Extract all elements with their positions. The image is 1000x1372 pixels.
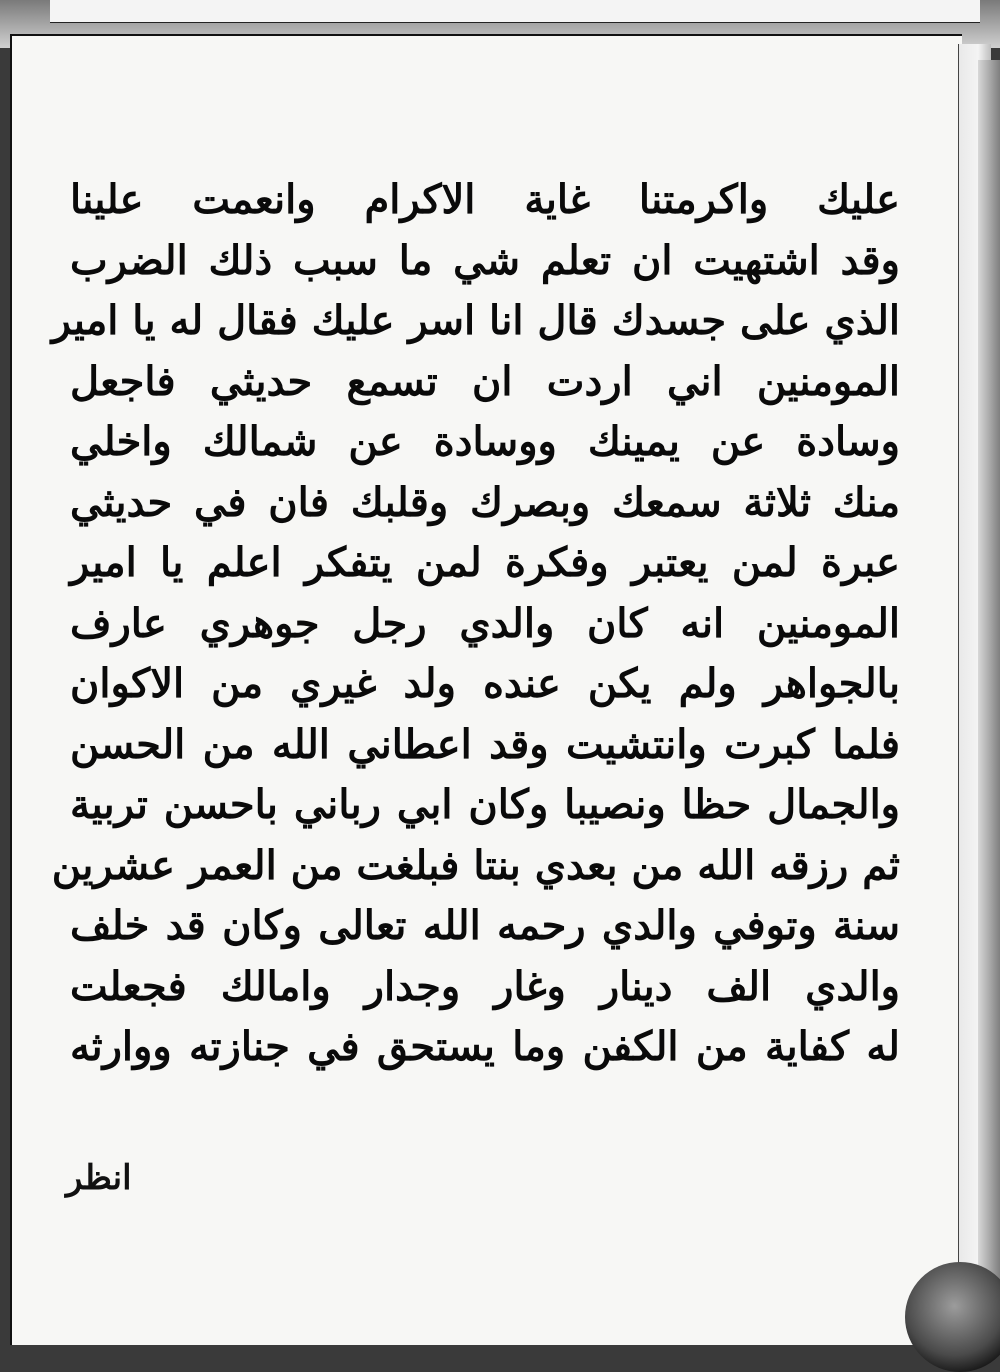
text-line: منك ثلاثة سمعك وبصرك وقلبك فان في حديثي	[70, 478, 900, 526]
text-line: المومنين انه كان والدي رجل جوهري عارف	[70, 599, 900, 647]
manuscript-text	[51, 170, 900, 1078]
text-line: فلما كبرت وانتشيت وقد اعطاني الله من الحسن	[70, 720, 900, 768]
page-stack-shadow	[978, 60, 1000, 1343]
catchword: انظر	[66, 1158, 132, 1198]
text-line: له كفاية من الكفن وما يستحق في جنازته ووارثه	[70, 1023, 900, 1070]
text-line: عليك واكرمتنا غاية الاكرام وانعمت علينا	[70, 176, 900, 223]
previous-page-edge	[50, 0, 980, 23]
text-line: والجمال حظا ونصيبا وكان ابي رباني باحسن تربية	[70, 781, 900, 828]
text-line: سنة وتوفي والدي رحمه الله تعالى وكان قد خلف	[70, 902, 900, 949]
text-line: بالجواهر ولم يكن عنده ولد غيري من الاكوان	[70, 660, 900, 707]
text-line: الذي على جسدك قال انا اسر عليك فقال له يا امير	[51, 297, 900, 344]
text-line: ثم رزقه الله من بعدي بنتا فبلغت من العمر عشرين	[51, 841, 900, 889]
text-line: عبرة لمن يعتبر وفكرة لمن يتفكر اعلم يا امير	[70, 539, 900, 586]
text-line: المومنين اني اردت ان تسمع حديثي فاجعل	[70, 357, 900, 405]
text-line: والدي الف دينار وغار وجدار وامالك فجعلت	[70, 962, 900, 1010]
text-line: وقد اشتهيت ان تعلم شي ما سبب ذلك الضرب	[70, 236, 900, 284]
text-line: وسادة عن يمينك ووسادة عن شمالك واخلي	[70, 418, 900, 465]
thumb-shadow	[905, 1262, 1000, 1372]
